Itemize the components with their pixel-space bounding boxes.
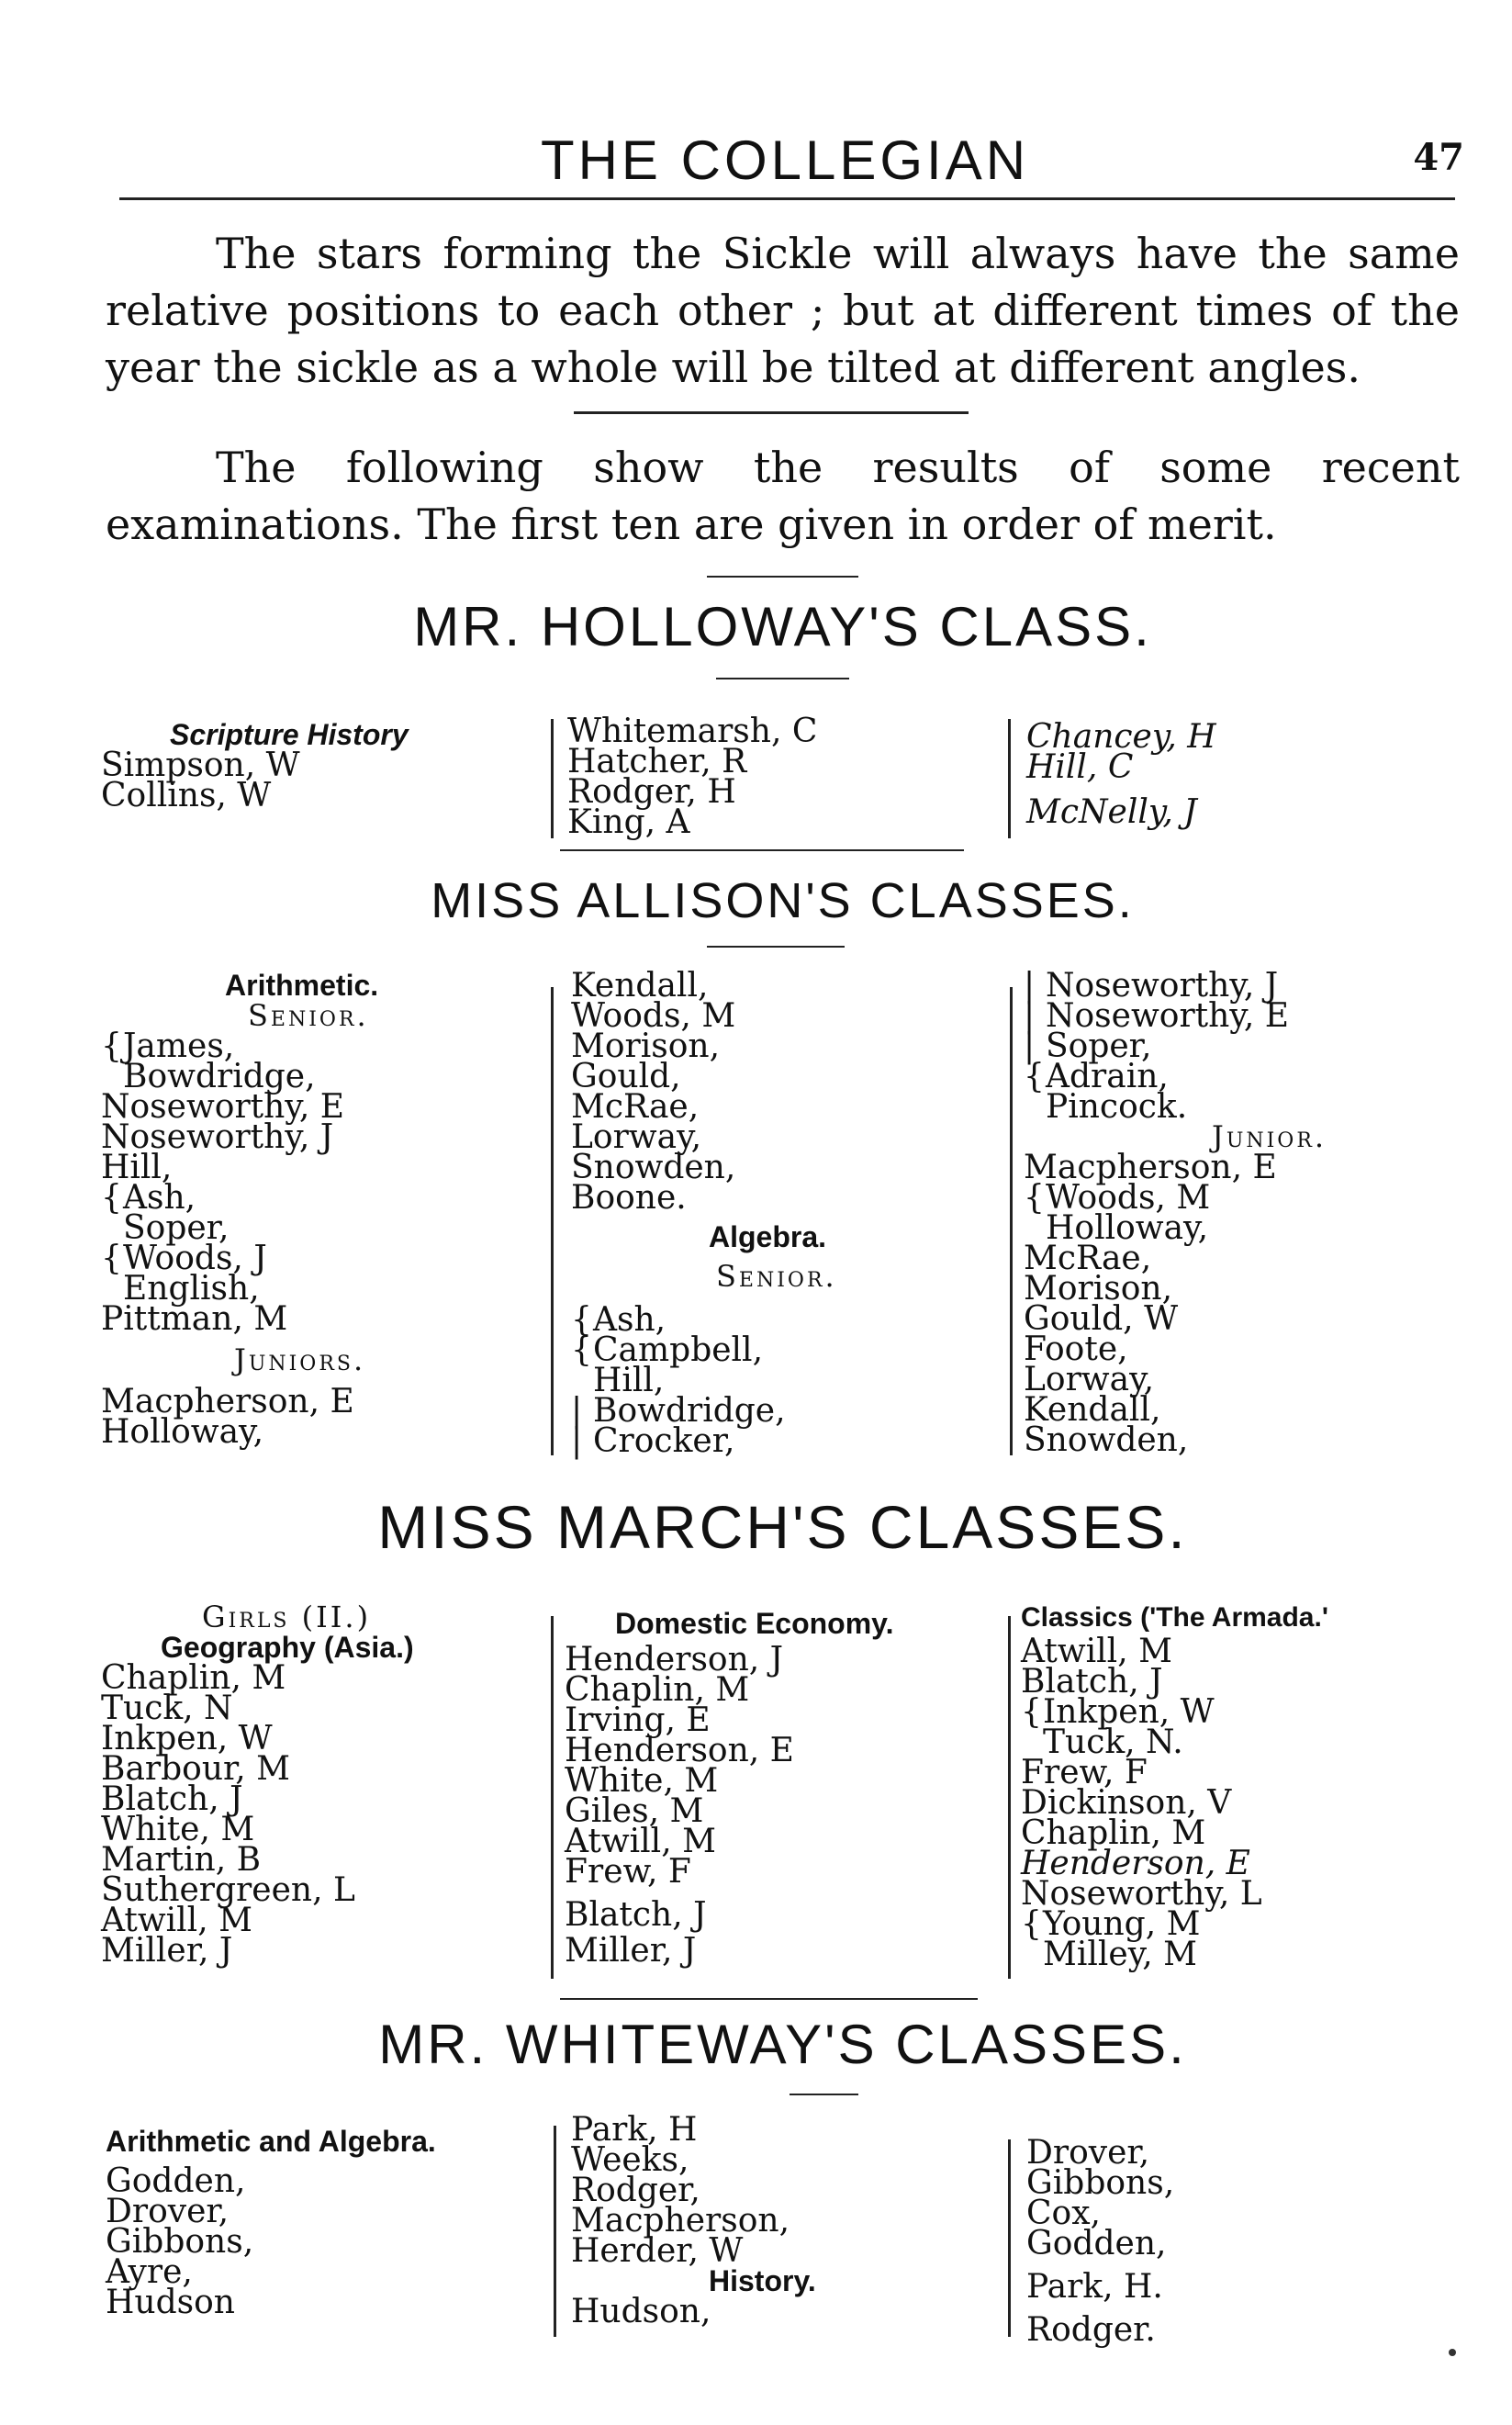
column-heading: Arithmetic and Algebra.: [106, 2125, 436, 2158]
holloway-col-3: [1026, 718, 1412, 831]
march-col-3: [1021, 1602, 1462, 1973]
section-title-holloway: MR. HOLLOWAY'S CLASS.: [413, 596, 1152, 657]
list-item: Hill, C: [1026, 748, 1134, 786]
list-item: Frew, F: [1021, 1754, 1148, 1791]
page-header: [106, 129, 1464, 193]
list-item: Hill,: [101, 1149, 173, 1186]
list-item: Inkpen, W: [101, 1720, 273, 1757]
holloway-col-1: [101, 718, 487, 814]
list-item: {Woods, M: [1024, 1179, 1211, 1217]
list-item: Noseworthy, J: [101, 1118, 334, 1156]
list-item: Gibbons,: [1026, 2164, 1175, 2202]
divider: [574, 411, 969, 414]
list-item: Hudson: [106, 2284, 235, 2321]
list-item: Chaplin, M: [101, 1659, 286, 1697]
column-heading: Classics ('The Armada.': [1021, 1602, 1328, 1633]
list-item: Frew, F: [565, 1853, 691, 1891]
list-item: Miller, J: [565, 1932, 697, 1970]
list-item: McRae,: [571, 1088, 700, 1126]
list-item: {Young, M: [1021, 1905, 1201, 1943]
list-item: Gould,: [571, 1058, 681, 1095]
subheading: Girls (II.): [202, 1600, 372, 1634]
list-item: Hudson,: [571, 2293, 711, 2330]
list-item: | Bowdridge,: [571, 1392, 786, 1430]
divider: [716, 678, 849, 679]
header-rule: [119, 197, 1455, 200]
list-item: Ayre,: [106, 2253, 193, 2291]
section-title-march: MISS MARCH'S CLASSES.: [377, 1493, 1188, 1561]
list-item: Boone.: [571, 1179, 687, 1217]
list-item: Giles, M: [565, 1792, 704, 1830]
list-item: Rodger, H: [567, 773, 736, 811]
list-item: Woods, M: [571, 997, 736, 1035]
list-item: Kendall,: [1024, 1391, 1161, 1429]
column-divider: [551, 1616, 554, 1979]
list-item: McNelly, J: [1026, 793, 1197, 831]
subheading: Senior.: [248, 998, 369, 1033]
list-item: Pittman, M: [101, 1300, 288, 1338]
list-item: {James,: [101, 1027, 235, 1065]
list-item: Bowdridge,: [123, 1058, 316, 1095]
whiteway-col-3: [1026, 2134, 1458, 2349]
divider: [560, 1998, 978, 2000]
list-item: Holloway,: [101, 1413, 264, 1451]
list-item: McRae,: [1024, 1240, 1152, 1277]
list-item: Miller, J: [101, 1932, 233, 1970]
list-item: Henderson, E: [565, 1732, 794, 1769]
list-item: Morison,: [571, 1027, 721, 1065]
list-item: Irving, E: [565, 1701, 711, 1739]
divider: [707, 576, 858, 578]
column-heading: History.: [709, 2264, 816, 2297]
list-item: Noseworthy, E: [101, 1088, 345, 1126]
list-item: | Noseworthy, E: [1024, 997, 1290, 1035]
list-item: Cox,: [1026, 2195, 1101, 2232]
column-divider: [551, 719, 554, 838]
list-item: Rodger,: [571, 2172, 700, 2209]
list-item: Soper,: [123, 1209, 230, 1247]
list-item: Hatcher, R: [567, 743, 747, 780]
list-item: {Inkpen, W: [1021, 1693, 1215, 1731]
subheading: Junior.: [1212, 1119, 1327, 1154]
list-item: {Ash,: [101, 1179, 196, 1217]
divider: [560, 849, 964, 851]
list-item: Chaplin, M: [1021, 1814, 1206, 1852]
column-divider: [1010, 987, 1013, 1455]
column-divider: [1008, 2139, 1011, 2337]
list-item: Lorway,: [1024, 1361, 1155, 1398]
list-item: Morison,: [1024, 1270, 1173, 1308]
allison-col-2: [571, 967, 1002, 1460]
list-item: Tuck, N: [101, 1690, 233, 1727]
march-col-1: [101, 1600, 542, 1970]
list-item: | Soper,: [1024, 1027, 1152, 1065]
page-title: THE COLLEGIAN: [540, 129, 1030, 191]
column-divider: [554, 2126, 556, 2337]
list-item: Macpherson, E: [1024, 1149, 1277, 1186]
column-heading: Domestic Economy.: [615, 1607, 894, 1640]
section-title-whiteway: MR. WHITEWAY'S CLASSES.: [378, 2014, 1187, 2075]
page-number: 47: [1413, 136, 1464, 179]
list-item: White, M: [101, 1811, 255, 1848]
list-item: Dickinson, V: [1021, 1784, 1232, 1822]
column-heading: Geography (Asia.): [161, 1631, 414, 1664]
list-item: Blatch, J: [101, 1780, 243, 1818]
allison-col-1: [101, 969, 532, 1451]
list-item: Rodger.: [1026, 2311, 1156, 2349]
list-item: Simpson, W: [101, 747, 300, 784]
list-item: Tuck, N.: [1043, 1723, 1183, 1761]
intro-paragraph-1: The stars forming the Sickle will always have the same relative positions to each other ; but at different times of the year the sickle as a whole will be tilted at different angles.: [106, 229, 1460, 392]
list-item: Drover,: [1026, 2134, 1150, 2172]
list-item: Henderson, E: [1021, 1845, 1250, 1882]
list-item: Holloway,: [1046, 1209, 1209, 1247]
list-item: {Campbell,: [571, 1331, 764, 1369]
list-item: Noseworthy, L: [1021, 1875, 1262, 1913]
list-item: Macpherson,: [571, 2202, 790, 2240]
list-item: Barbour, M: [101, 1750, 291, 1788]
subheading: Juniors.: [234, 1342, 366, 1377]
list-item: English,: [123, 1270, 260, 1308]
list-item: Chaplin, M: [565, 1671, 750, 1709]
column-heading: Algebra.: [709, 1220, 827, 1253]
list-item: Atwill, M: [565, 1823, 716, 1860]
list-item: Blatch, J: [565, 1896, 707, 1934]
column-divider: [1008, 719, 1011, 838]
divider: [790, 2094, 858, 2095]
section-title-allison: MISS ALLISON'S CLASSES.: [431, 873, 1135, 928]
divider: [707, 946, 845, 948]
list-item: Gould, W: [1024, 1300, 1179, 1338]
list-item: {Woods, J: [101, 1240, 267, 1277]
list-item: Atwill, M: [1021, 1633, 1172, 1670]
list-item: Snowden,: [1024, 1421, 1189, 1459]
list-item: King, A: [567, 803, 690, 841]
list-item: Collins, W: [101, 777, 272, 814]
column-divider: [551, 987, 554, 1455]
list-item: Martin, B: [101, 1841, 262, 1879]
whiteway-col-1: [106, 2125, 546, 2321]
list-item: Atwill, M: [101, 1902, 252, 1939]
intro-paragraph-2: The following show the results of some recent examinations. The first ten are given in order of merit.: [106, 443, 1460, 549]
whiteway-col-2: [571, 2111, 1002, 2330]
list-item: {Adrain,: [1024, 1058, 1169, 1095]
list-item: Foote,: [1024, 1330, 1128, 1368]
ink-speck: [1449, 2349, 1456, 2356]
column-heading: Arithmetic.: [225, 969, 379, 1002]
subheading: Senior.: [716, 1259, 837, 1294]
list-item: Weeks,: [571, 2141, 689, 2179]
list-item: Gibbons,: [106, 2223, 254, 2261]
list-item: Herder, W: [571, 2232, 744, 2270]
column-divider: [1008, 1616, 1011, 1979]
column-heading: Scripture History: [170, 718, 409, 751]
list-item: Godden,: [106, 2162, 246, 2200]
allison-col-3: [1024, 967, 1464, 1459]
list-item: Blatch, J: [1021, 1663, 1163, 1701]
holloway-col-2: [567, 713, 953, 841]
list-item: Snowden,: [571, 1149, 736, 1186]
list-item: Godden,: [1026, 2225, 1167, 2262]
list-item: Milley, M: [1043, 1936, 1198, 1973]
list-item: Pincock.: [1046, 1088, 1188, 1126]
list-item: Lorway,: [571, 1118, 702, 1156]
march-col-2: [565, 1607, 1005, 1970]
list-item: Drover,: [106, 2193, 230, 2230]
list-item: Whitemarsh, C: [567, 713, 818, 750]
list-item: Chancey, H: [1026, 718, 1216, 756]
list-item: Macpherson, E: [101, 1383, 354, 1420]
list-item: {Ash,: [571, 1301, 666, 1339]
list-item: White, M: [565, 1762, 719, 1800]
list-item: Park, H: [571, 2111, 698, 2149]
list-item: Kendall,: [571, 967, 709, 1005]
list-item: Hill,: [593, 1362, 665, 1399]
list-item: Suthergreen, L: [101, 1871, 355, 1909]
list-item: Henderson, J: [565, 1641, 784, 1678]
list-item: | Noseworthy, J: [1024, 967, 1279, 1005]
list-item: Park, H.: [1026, 2268, 1163, 2306]
list-item: | Crocker,: [571, 1422, 735, 1460]
